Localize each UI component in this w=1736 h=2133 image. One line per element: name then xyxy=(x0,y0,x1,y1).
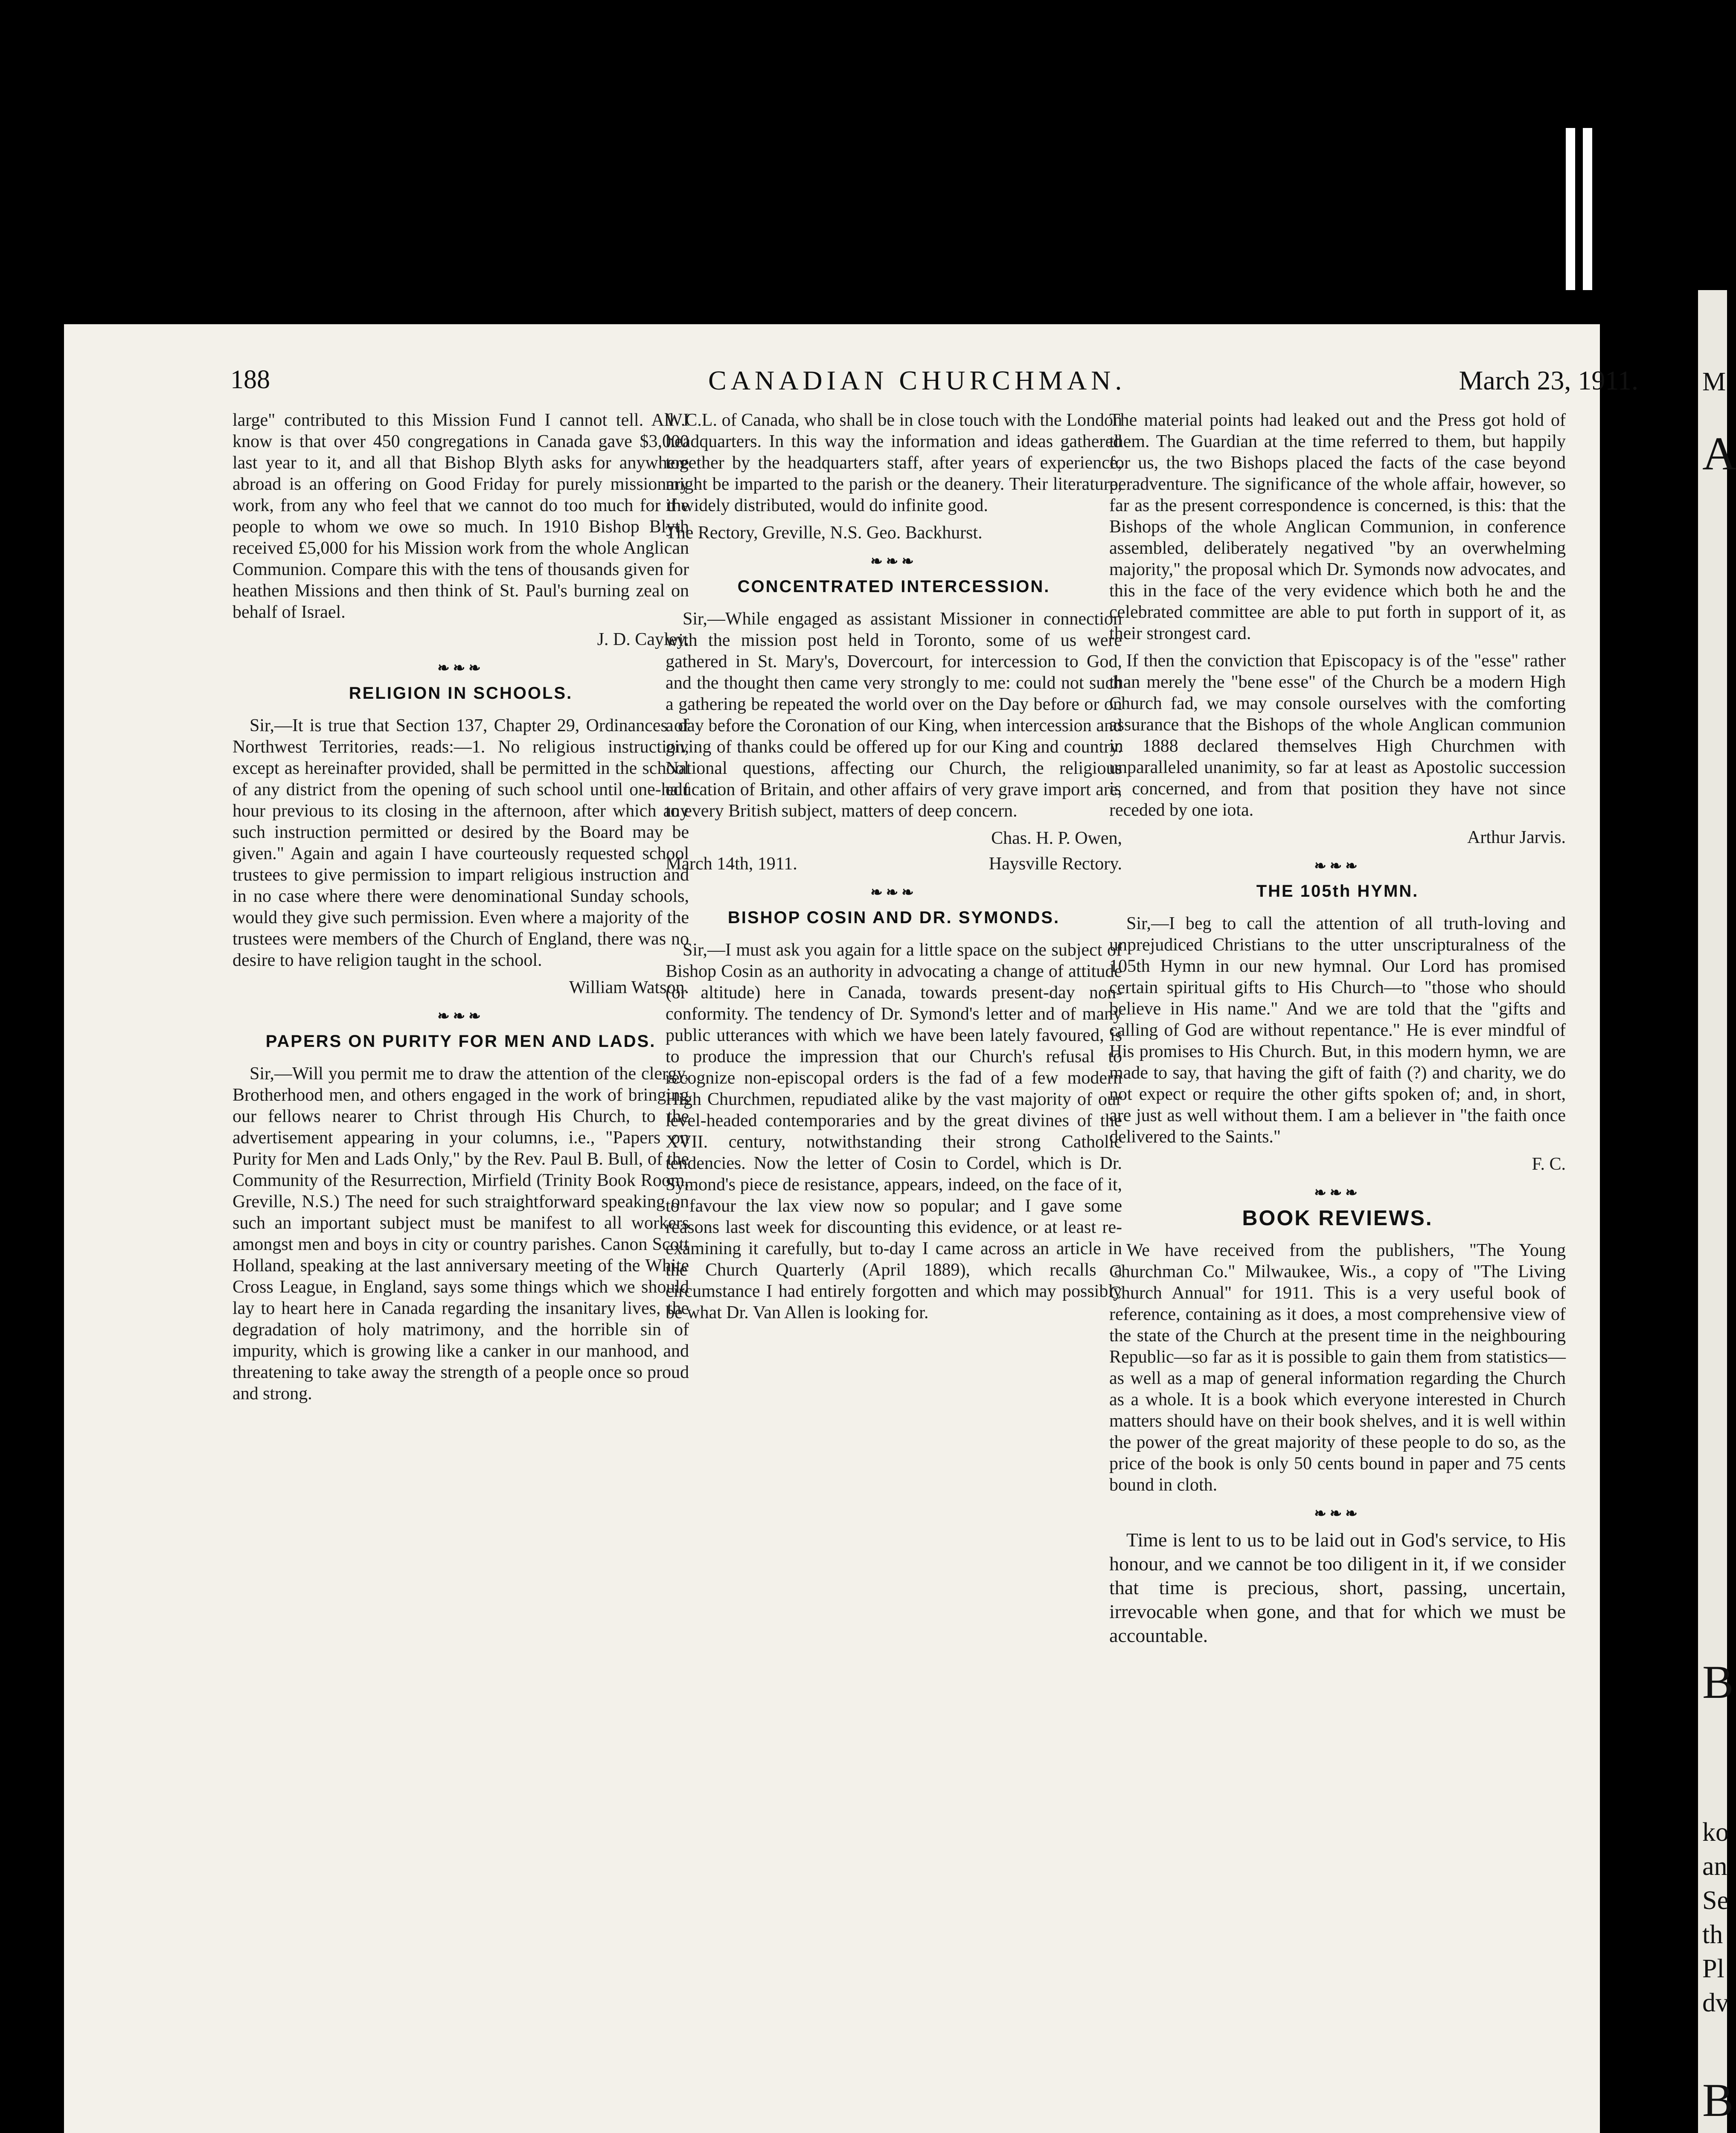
letter-paragraph: large" contributed to this Mission Fund I cannot tell. All I know is that over 450 congregations in Canada gave $3,000 last year to it, and all that Bishop Blyth asks for anywhere abroad is an offering on Good Friday for purely missionary work, from any who feel that we cannot do too much for the people to whom we owe so much. In 1910 Bishop Blyth received £5,000 for his Mission work from the whole Anglican Communion. Compare this with the tens of thousands given for heathen Missions and then think of St. Paul's burning zeal on behalf of Israel. xyxy=(233,410,689,622)
review-paragraph: We have received from the publishers, "The Young Churchman Co." Milwaukee, Wis., a copy of "The Living Church Annual" for 1911. This is a very useful book of reference, containing as it does, a most comprehensive view of the state of the Church at the present time in the neighbouring Republic—so far as it is possible to gain them from statistics—as well as a map of general information regarding the Church as a whole. It is a book which everyone interested in Church matters should have on their book shelves, and it is well within the power of the great majority of these people to do so, as the price of the book is only 50 cents bound in paper and 75 cents bound in cloth. xyxy=(1109,1241,1566,1495)
adjacent-page-fragment: dv xyxy=(1702,1988,1729,2017)
adjacent-page-fragment: B xyxy=(1702,1656,1734,1708)
column-left xyxy=(233,410,689,1410)
section-heading: THE 105th HYMN. xyxy=(1256,882,1419,901)
adjacent-page-edge xyxy=(1698,290,1736,2133)
section-heading: BOOK REVIEWS. xyxy=(1242,1206,1433,1230)
letter-place: Haysville Rectory. xyxy=(989,854,1122,874)
letter-signature: F. C. xyxy=(1532,1154,1566,1174)
letter-paragraph: Sir,—Will you permit me to draw the attention of the clergy, Brotherhood men, and others engaged in the work of bringing our fellows nearer to Christ through His Church, to the advertisement appearing in your columns, i.e., "Papers on Purity for Men and Lads Only," by the Rev. Paul B. Bull, of the Community of the Resurrection, Mirfield (Trinity Book Room, Greville, N.S.) The need for such straightforward speaking on such an important subject must be manifest to all workers amongst men and boys in city or country parishes. Canon Scott Holland, speaking at the last anniversary meeting of the White Cross League, in England, says some things which we should lay to heart here in Canada regarding the insanitary lives, the degradation of holy matrimony, and the horrible sin of impurity, which is growing like a canker in our manhood, and threatening to take away the strength of a people once so proud and strong. xyxy=(233,1064,689,1404)
letter-paragraph: Sir,—I beg to call the attention of all truth-loving and unprejudiced Christians to the utter unscripturalness of the 105th Hymn in our new hymnal. Our Lord has promised certain spiritual gifts to His Church—to "those who should believe in His name." And we are told that the "gifts and calling of God are without repentance." He is ever mindful of His promises to His Church. But, in this modern hymn, we are made to say, that having the gift of faith (?) and charity, we do not expect or require the other gifts spoken of; and, in short, are just as well without them. I am a believer in "the faith once delivered to the Saints." xyxy=(1109,914,1566,1147)
letter-paragraph: The material points had leaked out and the Press got hold of them. The Guardian at the time referred to them, but happily for us, the two Bishops placed the facts of the case beyond peradventure. The significance of the whole affair, however, so far as the present correspondence is concerned, is this: that the Bishops of the whole Anglican Communion, in conference assembled, deliberately negatived "by an overwhelming majority," the proposal which Dr. Symonds now advocates, and this in the face of the very evidence which both he and the celebrated committee are able to put forth in support of it, as their strongest card. xyxy=(1109,410,1566,643)
letter-signature: J. D. Cayley. xyxy=(597,630,689,649)
adjacent-page-fragment: th xyxy=(1702,1920,1723,1949)
adjacent-page-fragment: A xyxy=(1702,427,1736,479)
issue-date: March 23, 1911. xyxy=(1459,365,1638,395)
section-ornament: ❧❧❧ xyxy=(1314,1185,1361,1201)
column-right xyxy=(1109,410,1566,1654)
section-heading: CONCENTRATED INTERCESSION. xyxy=(737,577,1050,596)
closing-paragraph: Time is lent to us to be laid out in God's service, to His honour, and we cannot be too diligent in it, if we consider that time is precious, short, passing, uncertain, irrevocable when gone, and that for which we must be accountable. xyxy=(1109,1529,1566,1646)
letter-signature: Arthur Jarvis. xyxy=(1467,828,1566,847)
scan-marker-bar xyxy=(1583,128,1592,290)
letter-signature: William Watson. xyxy=(569,978,689,997)
section-ornament: ❧❧❧ xyxy=(870,554,917,570)
adjacent-page-fragment: ko xyxy=(1702,1818,1729,1847)
letter-dateline xyxy=(666,853,1122,875)
section-ornament: ❧❧❧ xyxy=(870,885,917,901)
newspaper-title: CANADIAN CHURCHMAN. xyxy=(708,365,1126,395)
letter-paragraph: If then the conviction that Episcopacy is of the "esse" rather than merely the "bene esse" of the Church be a modern High Church fad, we may console ourselves with the comforting assurance that the Bishops of the whole Anglican communion in 1888 declared themselves High Churchmen with unparalleled unanimity, so far at least as Apostolic succession is concerned, and from that position they have not since receded by one iota. xyxy=(1109,651,1566,820)
letter-paragraph: Sir,—While engaged as assistant Missioner in connection with the mission post held in Toronto, some of us were gathered in St. Mary's, Dovercourt, for intercession to God, and the thought then came very strongly to me: could not such a gathering be repeated the world over on the Day before or on a day before the Coronation of our King, when intercession and giving of thanks could be offered up for our King and country. National questions, affecting our Church, the religious education of Britain, and other affairs of very grave import are, to every British subject, matters of deep concern. xyxy=(666,609,1122,821)
section-heading: RELIGION IN SCHOOLS. xyxy=(349,684,573,703)
section-ornament: ❧❧❧ xyxy=(1314,858,1361,874)
section-ornament: ❧❧❧ xyxy=(437,1008,484,1024)
letter-paragraph: Sir,—I must ask you again for a little space on the subject of Bishop Cosin as an authority in advocating a change of attitude (or altitude) here in Canada, towards present-day non-conformity. The tendency of Dr. Symond's letter and of many public utterances with which we have been lately favoured, is to produce the impression that our Church's refusal to recognize non-episcopal orders is the fad of a few modern High Churchmen, repudiated alike by the vast majority of our level-headed contemporaries and by the great divines of the XVII. century, notwithstanding their strong Catholic tendencies. Now the letter of Cosin to Cordel, which is Dr. Symond's piece de resistance, appears, indeed, on the face of it, to favour the lax view now so popular; and I gave some reasons last week for discounting this evidence, or at least re-examining it carefully, but to-day I came across an article in the Church Quarterly (April 1889), which recalls a circumstance I had entirely forgotten and which may possibly be what Dr. Van Allen is looking for. xyxy=(666,940,1122,1322)
section-heading: BISHOP COSIN AND DR. SYMONDS. xyxy=(727,908,1060,927)
section-ornament: ❧❧❧ xyxy=(437,660,484,676)
letter-signature: The Rectory, Greville, N.S. Geo. Backhurst. xyxy=(666,523,983,543)
page-number: 188 xyxy=(230,365,270,394)
section-heading: PAPERS ON PURITY FOR MEN AND LADS. xyxy=(265,1032,656,1051)
adjacent-page-fragment: Se xyxy=(1702,1886,1729,1915)
page-header xyxy=(230,365,1638,412)
scan-marker-bar xyxy=(1566,128,1575,290)
adjacent-page-fragment: an xyxy=(1702,1852,1727,1881)
adjacent-page-fragment: M xyxy=(1702,367,1726,396)
letter-signature: Chas. H. P. Owen, xyxy=(991,828,1122,848)
letter-date: March 14th, 1911. xyxy=(666,854,797,874)
section-ornament: ❧❧❧ xyxy=(1314,1506,1361,1522)
adjacent-page-fragment: Pl xyxy=(1702,1954,1724,1983)
adjacent-page-fragment: B xyxy=(1702,2074,1734,2126)
letter-paragraph: Sir,—It is true that Section 137, Chapter 29, Ordinances of Northwest Territories, reads:—1. No religious instruction, except as hereinafter provided, shall be permitted in the school of any district from the opening of such school until one-half hour previous to its closing in the afternoon, after which any such instruction permitted or desired by the Board may be given." Again and again I have courteously requested school trustees to give permission to impart religious instruction and in no case where there were denominational Sunday schools, would they give such permission. Even where a majority of the trustees were members of the Church of England, there was no desire to have religion taught in the school. xyxy=(233,716,689,970)
column-middle xyxy=(666,410,1122,1329)
letter-paragraph: W.C.L. of Canada, who shall be in close touch with the London headquarters. In this way the information and ideas gathered together by the headquarters staff, after years of experience, might be imparted to the parish or the deanery. Their literature, if widely distributed, would do infinite good. xyxy=(666,410,1122,515)
